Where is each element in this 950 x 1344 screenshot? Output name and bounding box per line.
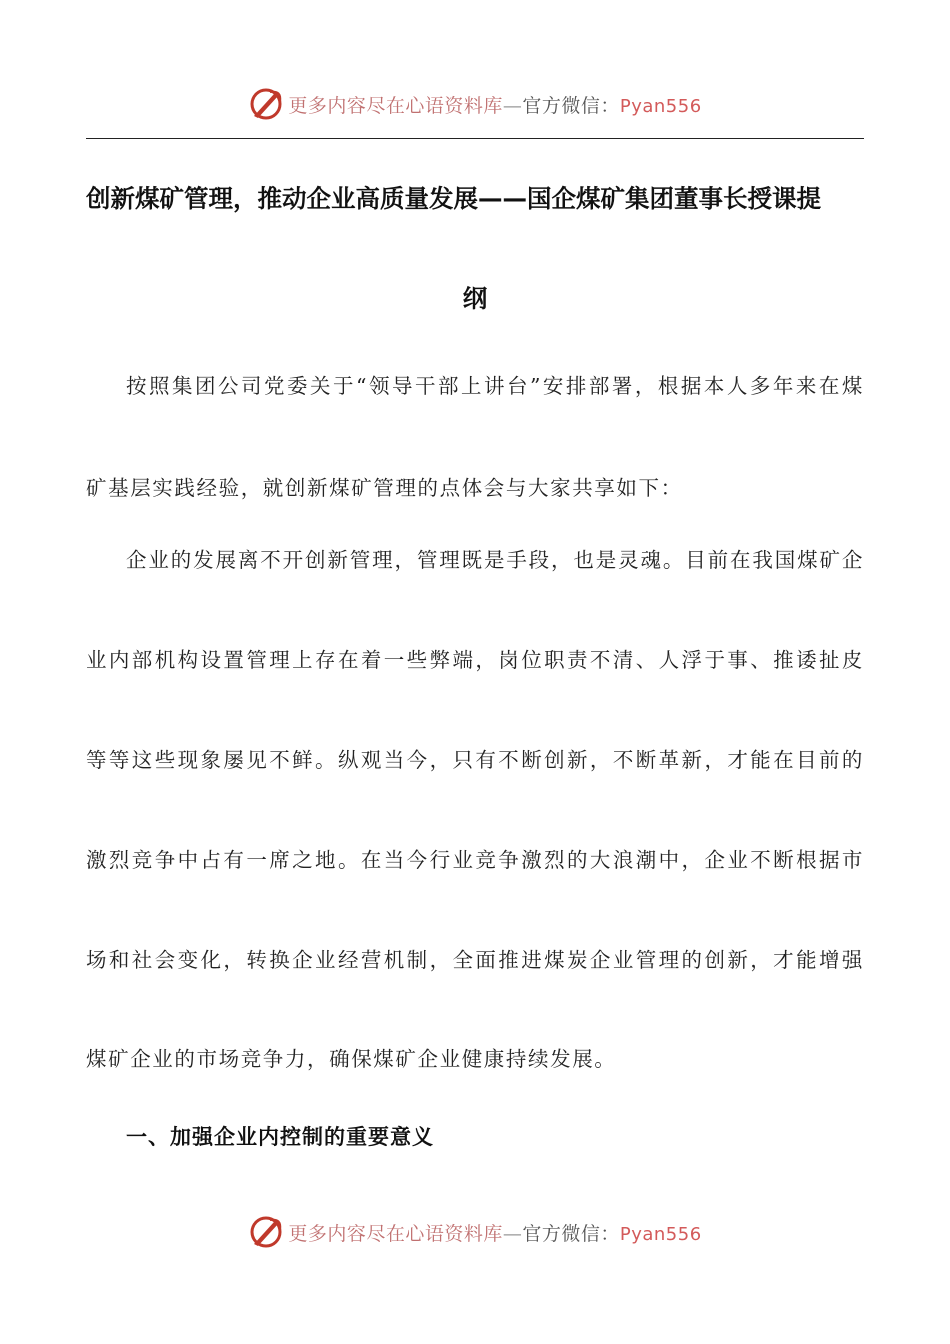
paragraph-1-line-2: 矿基层实践经验，就创新煤矿管理的点体会与大家共享如下： [86,476,683,500]
quill-pen-logo-icon [248,1214,284,1250]
paragraph-2-line-2: 业内部机构设置管理上存在着一些弊端，岗位职责不清、人浮于事、推诿扯皮 [86,648,864,672]
paragraph-2-line-6: 煤矿企业的市场竞争力，确保煤矿企业健康持续发展。 [86,1047,617,1071]
banner-wechat-label: 官方微信： [522,1222,620,1245]
paragraph-2-line-5: 场和社会变化，转换企业经营机制，全面推进煤炭企业管理的创新，才能增强 [86,948,864,972]
document-title-line-2: 纲 [462,284,488,313]
document-title-line-1: 创新煤矿管理，推动企业高质量发展——国企煤矿集团董事长授课提 [86,184,821,213]
paragraph-2-line-3: 等等这些现象屡见不鲜。纵观当今，只有不断创新，不断革新，才能在目前的 [86,748,864,772]
footer-banner [0,1212,950,1252]
banner-text [288,1219,701,1246]
banner-wechat-id: Pyan556 [619,95,702,117]
paragraph-2-line-1: 企业的发展离不开创新管理，管理既是手段，也是灵魂。目前在我国煤矿企 [126,548,864,572]
banner-dash: — [502,94,523,117]
section-heading-1: 一、加强企业内控制的重要意义 [126,1125,434,1149]
banner-dash: — [502,1222,523,1245]
quill-pen-logo-icon [248,86,284,122]
banner-main-text: 更多内容尽在心语资料库 [288,94,503,117]
banner-wechat-id: Pyan556 [619,1223,702,1245]
header-divider [86,138,864,139]
banner-text [288,91,701,118]
banner-wechat-label: 官方微信： [522,94,620,117]
header-banner [0,84,950,124]
paragraph-2-line-4: 激烈竞争中占有一席之地。在当今行业竞争激烈的大浪潮中，企业不断根据市 [86,848,864,872]
paragraph-1-line-1: 按照集团公司党委关于“领导干部上讲台”安排部署，根据本人多年来在煤 [126,374,864,398]
banner-main-text: 更多内容尽在心语资料库 [288,1222,503,1245]
